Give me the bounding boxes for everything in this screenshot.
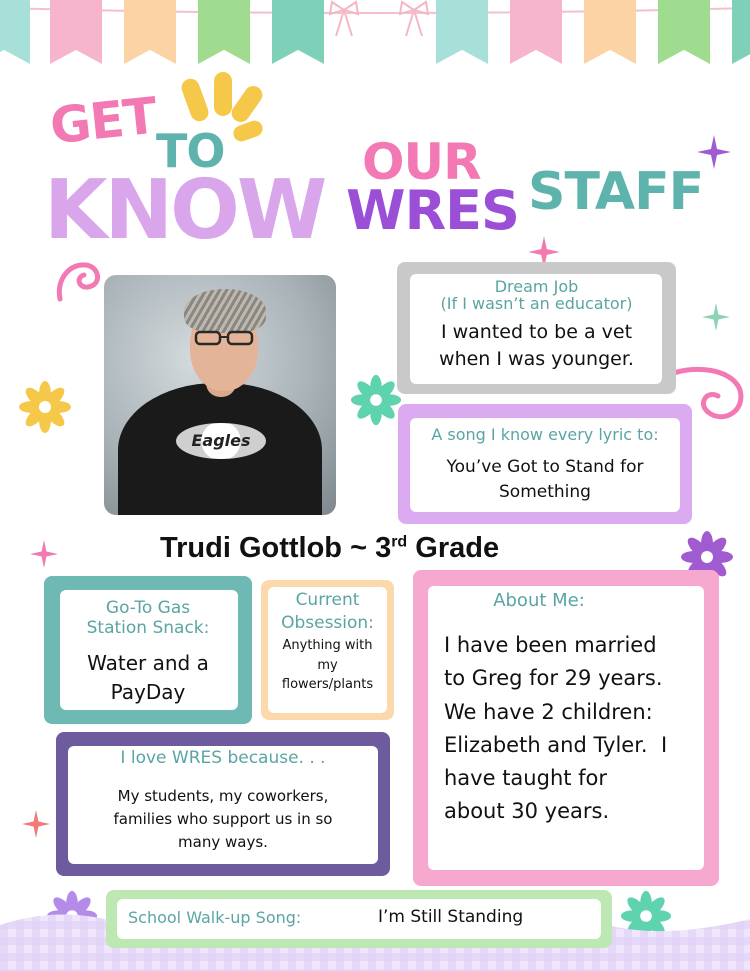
bunting-flag — [0, 0, 30, 64]
love-answer-2: families who support us in so — [113, 810, 333, 828]
snack-answer-2: PayDay — [110, 680, 186, 704]
glasses-icon — [194, 330, 254, 346]
about-inner — [428, 586, 704, 870]
about-line: We have 2 children: — [444, 700, 653, 724]
title-staff: STAFF — [528, 162, 704, 222]
snack-label-2: Station Snack: — [86, 618, 210, 638]
obsession-answer-1: Anything with — [282, 638, 373, 653]
obsession-label-2: Obsession: — [281, 613, 374, 633]
snack-answer-1: Water and a — [87, 651, 209, 675]
about-label: About Me: — [493, 590, 585, 611]
sparkle-icon — [30, 540, 58, 568]
bunting-string — [0, 4, 750, 26]
dream-job-label-1: Dream Job — [494, 277, 579, 296]
title-to: TO — [156, 124, 225, 178]
bunting-flag — [436, 0, 488, 64]
flower-icon — [348, 372, 404, 428]
grade-ordinal: rd — [391, 533, 408, 551]
staff-photo — [104, 275, 336, 515]
obsession-label-1: Current — [295, 590, 360, 610]
about-line: I have been married — [444, 633, 657, 657]
song-label: A song I know every lyric to: — [431, 425, 659, 444]
title-know: KNOW — [44, 163, 325, 258]
sparkle-icon — [702, 303, 730, 331]
bunting-flag — [50, 0, 102, 64]
dream-job-answer-1: I wanted to be a vet — [440, 321, 633, 343]
dream-job-label-2: (If I wasn’t an educator) — [440, 294, 633, 313]
sparkle-icon — [697, 135, 731, 169]
walkup-answer: I’m Still Standing — [378, 907, 524, 927]
song-answer-1: You’ve Got to Stand for — [446, 457, 644, 477]
bunting-flag — [272, 0, 324, 64]
snack-label-1: Go-To Gas — [105, 598, 191, 618]
bow-icon — [326, 0, 362, 40]
staff-name — [160, 532, 600, 565]
shirt-logo — [176, 423, 266, 459]
shirt-logo-text: Eagles — [191, 431, 251, 450]
love-answer-1: My students, my coworkers, — [117, 787, 329, 805]
about-line: Elizabeth and Tyler. I — [444, 733, 668, 757]
grade-word: Grade — [407, 532, 500, 564]
title-our: OUR — [362, 133, 481, 191]
bunting-flag — [198, 0, 250, 64]
bunting-flag — [584, 0, 636, 64]
obsession-answer-3: flowers/plants — [281, 677, 374, 692]
bunting-flag — [732, 0, 750, 64]
swirl-icon — [52, 255, 108, 305]
bunting-flag — [658, 0, 710, 64]
flower-icon — [16, 378, 74, 436]
hair-shape — [184, 289, 266, 333]
title-wres: WRES — [346, 179, 519, 242]
love-label: I love WRES because. . . — [120, 748, 326, 768]
love-answer-3: many ways. — [178, 833, 268, 851]
sparkle-icon — [22, 810, 50, 838]
walkup-label: School Walk-up Song: — [128, 908, 302, 927]
bow-icon — [396, 0, 432, 40]
bunting-flag — [124, 0, 176, 64]
obsession-answer-2: my — [317, 658, 338, 673]
song-answer-2: Something — [499, 482, 591, 502]
bunting-flag — [510, 0, 562, 64]
about-line: to Greg for 29 years. — [444, 666, 663, 690]
title-get: GET — [47, 86, 160, 156]
about-line: have taught for — [444, 766, 608, 790]
dream-job-answer-2: when I was younger. — [439, 348, 634, 370]
name-text: Trudi Gottlob ~ 3 — [160, 532, 392, 564]
about-line: about 30 years. — [444, 799, 610, 823]
